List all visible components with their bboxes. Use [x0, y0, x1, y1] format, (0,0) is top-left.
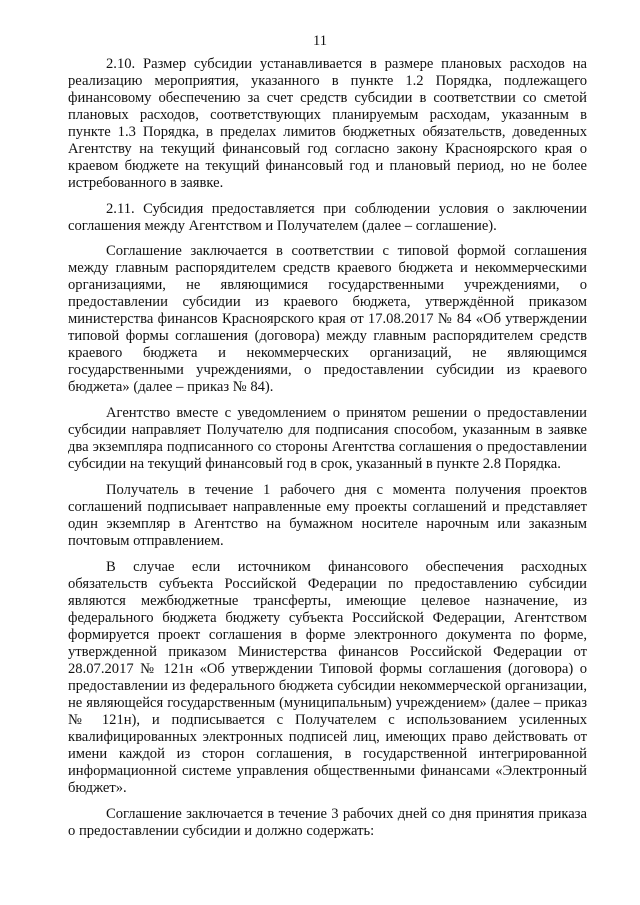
- paragraph-federal-transfers: В случае если источником финансового обеспечения расходных обязательств субъекта Российской Федерации по предоставлению субсидии являются межбюджетные трансферты, имеющие целевое назначение, из федерального бюджета бюджету субъекта Российской Федерации, Агентством формируется проект соглашения в форме электронного документа по форме, утвержденной приказом Министерства финансов Российской Федерации от 28.07.2017 № 121н «Об утверждении Типовой формы соглашения (договора) о предоставлении из федерального бюджета субсидии некоммерческой организации, не являющейся государственным (муниципальным) учреждением» (далее – приказ № 121н), и подписывается с Получателем с использованием усиленных квалифицированных электронных подписей лиц, имеющих право действовать от имени каждой из сторон соглашения, в государственной интегрированной информационной системе управления общественными финансами «Электронный бюджет».: [68, 559, 587, 796]
- paragraph-agency-notification: Агентство вместе с уведомлением о принятом решении о предоставлении субсидии направляет Получателю для подписания способом, указанным в заявке два экземпляра подписанного со стороны Агентства соглашения о предоставлении субсидии на текущий финансовый год в срок, указанный в пункте 2.8 Порядка.: [68, 405, 587, 472]
- paragraph-agreement-form: Соглашение заключается в соответствии с типовой формой соглашения между главным распорядителем средств краевого бюджета и некоммерческими организациями, не являющимися государственными учреждениями, о предоставлении субсидии из краевого бюджета, утверждённой приказом министерства финансов Красноярского края от 17.08.2017 № 84 «Об утверждении типовой формы соглашения (договора) между главным распорядителем средств краевого бюджета и некоммерческих организаций, не являющимся государственными учреждениями, о предоставлении субсидии из краевого бюджета» (далее – приказ № 84).: [68, 243, 587, 395]
- paragraph-recipient-signing: Получатель в течение 1 рабочего дня с момента получения проектов соглашений подписывает направленные ему проекты соглашений и представляет один экземпляр в Агентство на бумажном носителе нарочным или заказным почтовым отправлением.: [68, 482, 587, 549]
- paragraph-2-10: 2.10. Размер субсидии устанавливается в размере плановых расходов на реализацию мероприятия, указанного в пункте 1.2 Порядка, подлежащего финансовому обеспечению за счет средств субсидии в соответствии со сметой плановых расходов, соответствующих планируемым расходам, указанным в пункте 1.3 Порядка, в пределах лимитов бюджетных обязательств, доведенных Агентству на текущий финансовый год согласно закону Красноярского края о краевом бюджете на текущий финансовый год и плановый период, но не более истребованного в заявке.: [68, 56, 587, 191]
- document-body: [68, 56, 587, 849]
- page-number: 11: [313, 33, 327, 49]
- paragraph-2-11: 2.11. Субсидия предоставляется при соблюдении условия о заключении соглашения между Агентством и Получателем (далее – соглашение).: [68, 201, 587, 234]
- paragraph-agreement-terms: Соглашение заключается в течение 3 рабочих дней со дня принятия приказа о предоставлении субсидии и должно содержать:: [68, 806, 587, 839]
